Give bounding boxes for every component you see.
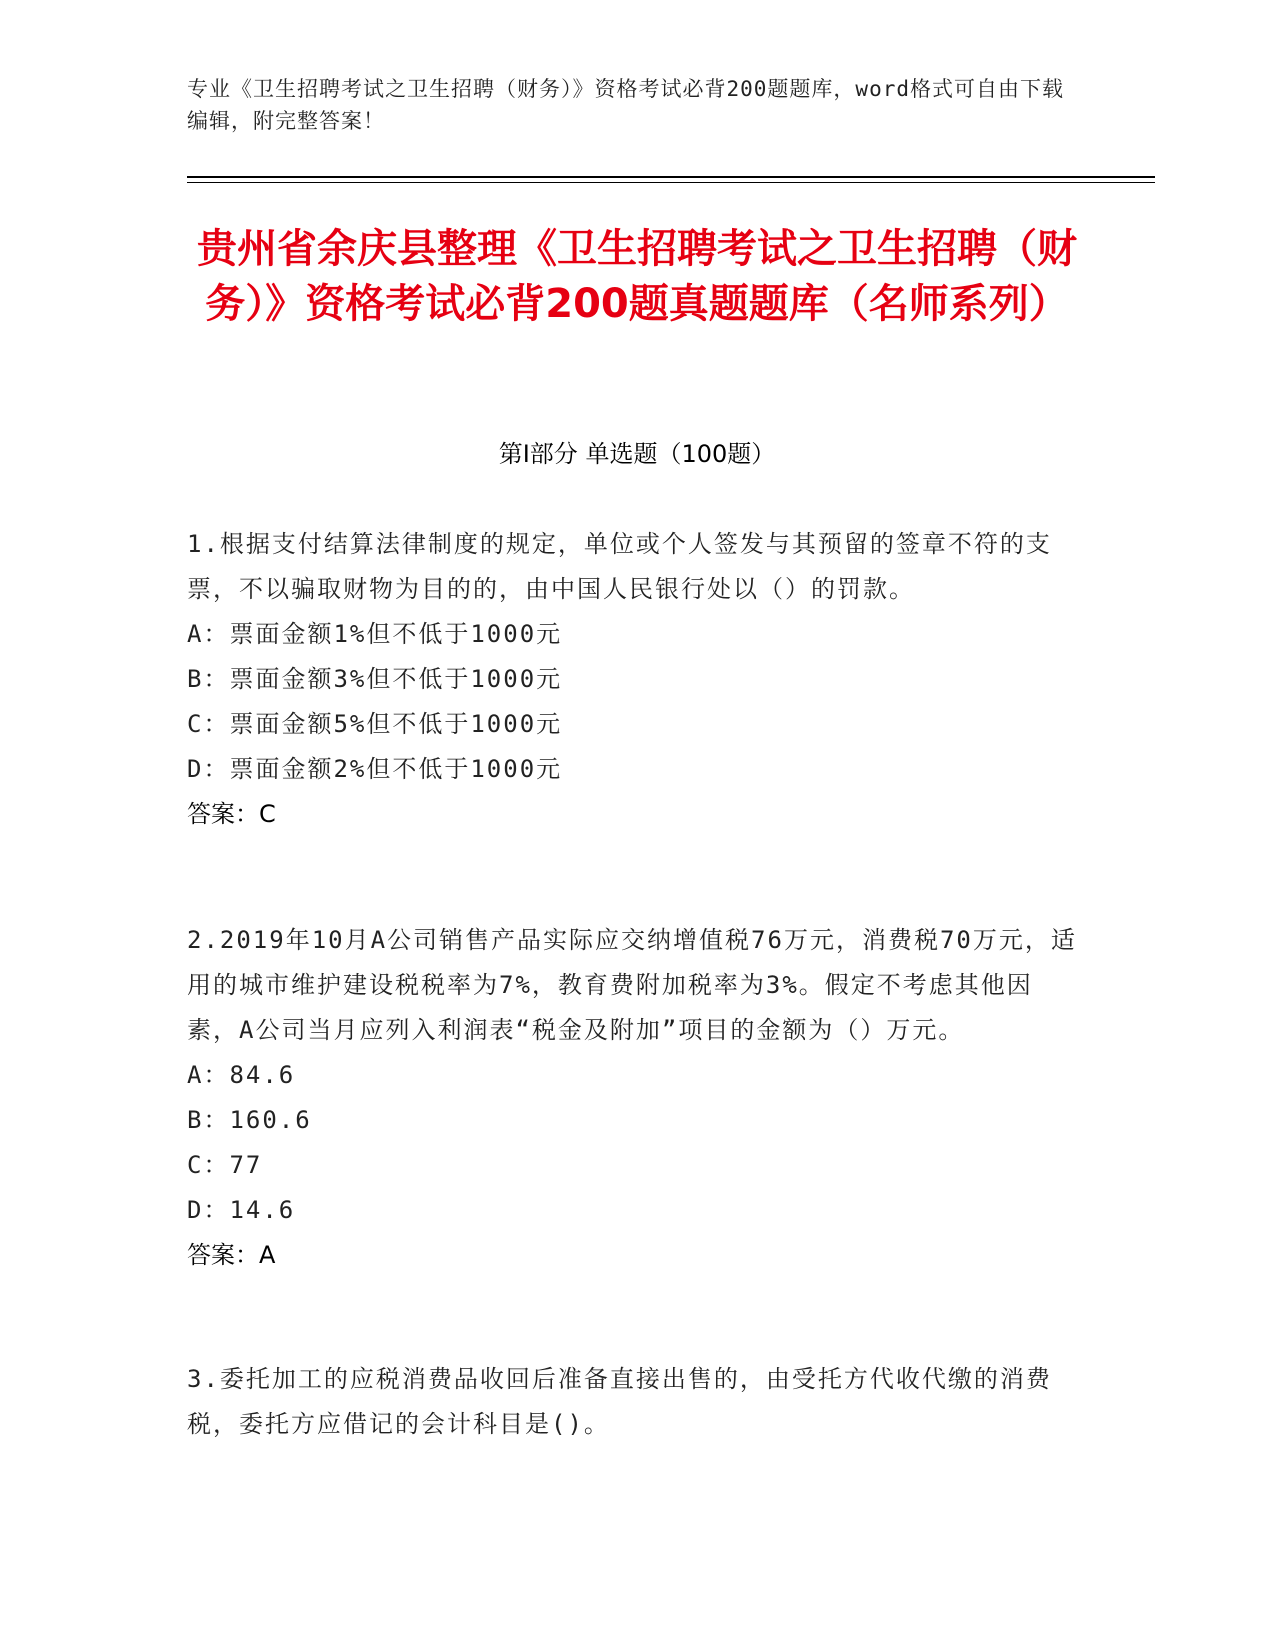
question-2 (187, 918, 1077, 1278)
option-b: B：160.6 (187, 1106, 312, 1134)
answer: 答案：C (187, 800, 276, 828)
option-a: A：票面金额1%但不低于1000元 (187, 620, 563, 648)
question-stem: 1.根据支付结算法律制度的规定，单位或个人签发与其预留的签章不符的支票，不以骗取财物为目的的，由中国人民银行处以（）的罚款。 (187, 530, 1052, 603)
option-c: C：票面金额5%但不低于1000元 (187, 710, 563, 738)
header-divider-thick (187, 176, 1155, 178)
section-title: 第Ⅰ部分 单选题（100题） (498, 440, 776, 468)
question-1 (187, 522, 1077, 837)
option-b: B：票面金额3%但不低于1000元 (187, 665, 563, 693)
header-divider-thin (187, 182, 1155, 183)
option-a: A：84.6 (187, 1061, 296, 1089)
header-note: 专业《卫生招聘考试之卫生招聘（财务）》资格考试必背200题题库，word格式可自由下载编辑，附完整答案！ (187, 77, 1064, 133)
option-d: D：票面金额2%但不低于1000元 (187, 755, 563, 783)
question-stem: 3.委托加工的应税消费品收回后准备直接出售的，由受托方代收代缴的消费税，委托方应借记的会计科目是()。 (187, 1365, 1052, 1438)
question-3 (187, 1357, 1077, 1447)
document-title: 贵州省余庆县整理《卫生招聘考试之卫生招聘（财务）》资格考试必背200题真题题库（名师系列） (197, 226, 1077, 327)
option-d: D：14.6 (187, 1196, 296, 1224)
question-stem: 2.2019年10月A公司销售产品实际应交纳增值税76万元，消费税70万元，适用的城市维护建设税税率为7%，教育费附加税率为3%。假定不考虑其他因素，A公司当月应列入利润表“税金及附加”项目的金额为（）万元。 (187, 926, 1077, 1044)
option-c: C：77 (187, 1151, 263, 1179)
answer: 答案：A (187, 1241, 276, 1269)
